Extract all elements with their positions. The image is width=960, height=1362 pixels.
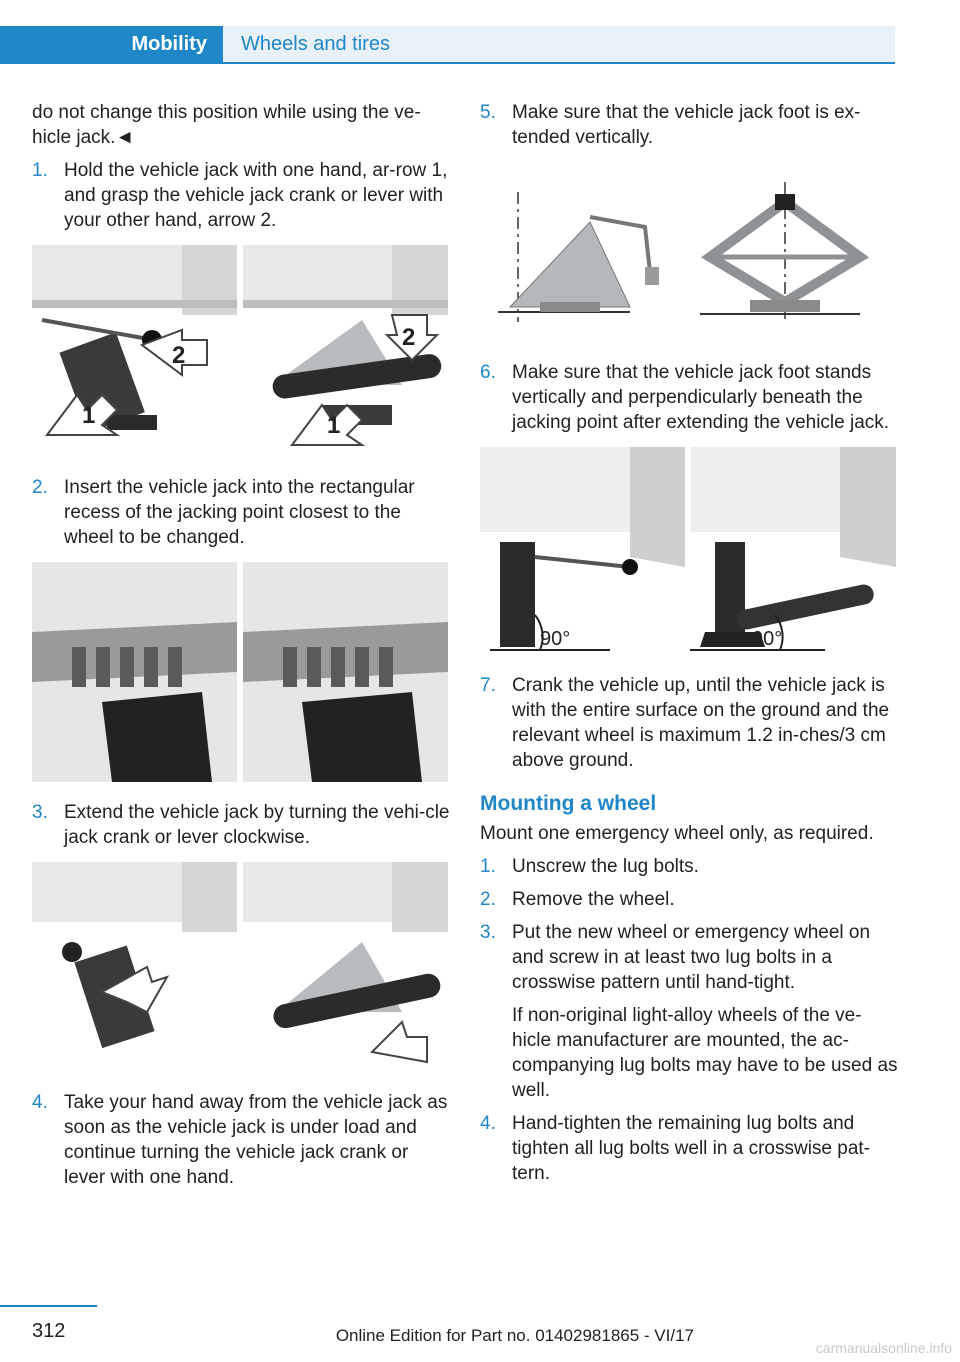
step-number: 5. <box>480 102 496 123</box>
mount-step-1 <box>480 854 900 879</box>
header-section-tab <box>0 26 223 62</box>
angle-label: 90° <box>752 628 783 650</box>
header-subsection-tab <box>223 26 895 62</box>
arrow-label: 2 <box>402 324 416 351</box>
step-text: Put the new wheel or emergency wheel on and screw in at least two lug bolts in a crosswise pattern until hand-tight. <box>512 922 871 993</box>
page-number: 312 <box>32 1320 66 1342</box>
step-3 <box>32 800 452 850</box>
step-2 <box>32 475 452 550</box>
step-number: 3. <box>480 922 496 943</box>
arrow-label: 1 <box>327 412 341 439</box>
step-text: Extend the vehicle jack by turning the vehi-cle jack crank or lever clockwise. <box>64 802 450 848</box>
angle-label: 90° <box>540 628 571 650</box>
step-text: Hold the vehicle jack with one hand, ar-row 1, and grasp the vehicle jack crank or lever with your other hand, arrow 2. <box>64 160 448 231</box>
jack-grip-figure <box>32 245 448 457</box>
jacking-point-figure <box>32 562 448 782</box>
step-number: 7. <box>480 675 496 696</box>
step-text: Remove the wheel. <box>512 889 675 910</box>
step-number: 1. <box>32 160 48 181</box>
footer-rule <box>0 1305 97 1307</box>
step-text: Take your hand away from the vehicle jack as soon as the vehicle jack is under load and continue turning the vehicle jack crank or lever with one hand. <box>64 1092 448 1188</box>
step-1 <box>32 158 452 233</box>
perpendicular-jack-figure <box>480 447 896 655</box>
step-text: Insert the vehicle jack into the rectangular recess of the jacking point closest to the wheel to be changed. <box>64 477 415 548</box>
step-4 <box>32 1090 452 1190</box>
right-column <box>480 100 900 1194</box>
step-text: Unscrew the lug bolts. <box>512 856 699 877</box>
alloy-wheel-note: If non-original light-alloy wheels of the ve-hicle manufacturer are mounted, the ac-companying lug bolts may have to be used as well. <box>512 1005 898 1101</box>
header-section-label: Mobility <box>131 32 207 55</box>
step-6 <box>480 360 900 435</box>
left-column <box>32 100 452 1198</box>
edition-text: Online Edition for Part no. 01402981865 - VI/17 <box>335 1326 694 1345</box>
step-text: Hand-tighten the remaining lug bolts and tighten all lug bolts well in a crosswise pat-tern. <box>512 1113 871 1184</box>
jack-foot-figure <box>480 162 896 342</box>
intro-text: do not change this position while using the ve-hicle jack.◄ <box>32 102 421 148</box>
step-5 <box>480 100 900 150</box>
step-number: 2. <box>32 477 48 498</box>
step-7 <box>480 673 900 773</box>
section-intro: Mount one emergency wheel only, as required. <box>480 823 874 844</box>
step-number: 2. <box>480 889 496 910</box>
step-number: 4. <box>32 1092 48 1113</box>
section-title: Mounting a wheel <box>480 792 657 815</box>
step-text: Make sure that the vehicle jack foot stands vertically and perpendicularly beneath the jacking point after extending the vehicle jack. <box>512 362 890 433</box>
step-number: 1. <box>480 856 496 877</box>
step-text: Make sure that the vehicle jack foot is ex-tended vertically. <box>512 102 861 148</box>
step-number: 6. <box>480 362 496 383</box>
step-number: 4. <box>480 1113 496 1134</box>
header-rule <box>0 62 895 64</box>
watermark: carmanualsonline.info <box>815 1340 952 1356</box>
mount-step-2 <box>480 887 900 912</box>
mount-step-4 <box>480 1111 900 1186</box>
arrow-label: 2 <box>172 342 186 369</box>
header-subsection-label: Wheels and tires <box>241 32 390 55</box>
step-text: Crank the vehicle up, until the vehicle jack is with the entire surface on the ground and the relevant wheel is maximum 1.2 in-ches/3 cm above ground. <box>512 675 890 771</box>
extend-jack-figure <box>32 862 448 1072</box>
step-number: 3. <box>32 802 48 823</box>
arrow-label: 1 <box>82 402 96 429</box>
mount-step-3 <box>480 920 900 995</box>
